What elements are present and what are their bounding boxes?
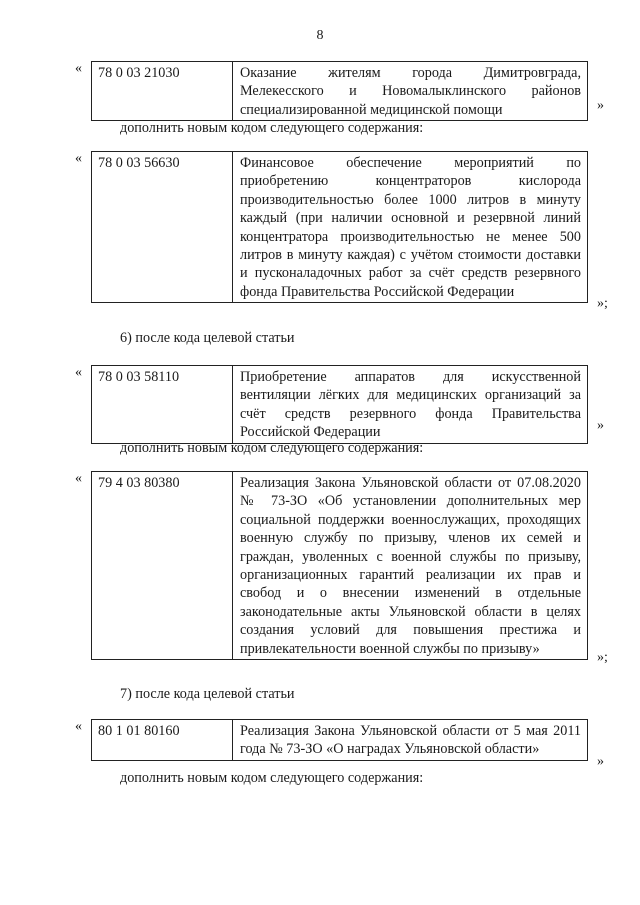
opening-quote: « <box>75 719 82 734</box>
table-row <box>92 366 588 444</box>
code-entry-block <box>0 716 640 776</box>
target-article-code: 79 4 03 80380 <box>92 472 233 660</box>
closing-quote: » <box>597 418 604 433</box>
code-table <box>91 151 588 303</box>
code-table <box>91 61 588 121</box>
code-entry-block <box>0 148 640 320</box>
instruction-paragraph: 7) после кода целевой статьи <box>120 686 295 702</box>
target-article-description: Реализация Закона Ульяновской области от 07.08.2020 № 73-ЗО «Об установлении дополнительных мер социальной поддержки военнослужащих, проходящих военную службу по призыву, членов их семей и граждан, уволенных с военной службы по призыву, организационных гарантий реализации их прав и свобод и о внесении изменений в отдельные законодательные акты Ульяновской области в целях создания условий для повышения престижа и привлекательности военной службы по призыву» <box>233 472 588 660</box>
target-article-code: 78 0 03 58110 <box>92 366 233 444</box>
target-article-code: 80 1 01 80160 <box>92 720 233 761</box>
code-table <box>91 471 588 660</box>
code-entry-block <box>0 362 640 442</box>
instruction-paragraph: 6) после кода целевой статьи <box>120 330 295 346</box>
target-article-description: Оказание жителям города Димитровграда, Мелекесского и Новомалыклинского районов специализированной медицинской помощи <box>233 62 588 121</box>
target-article-description: Реализация Закона Ульяновской области от 5 мая 2011 года № 73-ЗО «О наградах Ульяновской области» <box>233 720 588 761</box>
table-row <box>92 472 588 660</box>
opening-quote: « <box>75 365 82 380</box>
target-article-code: 78 0 03 21030 <box>92 62 233 121</box>
code-table <box>91 719 588 761</box>
instruction-paragraph: дополнить новым кодом следующего содержания: <box>120 440 424 456</box>
closing-quote: » <box>597 98 604 113</box>
table-row <box>92 720 588 761</box>
closing-quote: »; <box>597 650 608 665</box>
opening-quote: « <box>75 471 82 486</box>
code-table <box>91 365 588 444</box>
instruction-paragraph: дополнить новым кодом следующего содержания: <box>120 120 424 136</box>
closing-quote: »; <box>597 296 608 311</box>
closing-quote: » <box>597 754 604 769</box>
opening-quote: « <box>75 61 82 76</box>
code-entry-block <box>0 58 640 124</box>
table-row <box>92 152 588 303</box>
target-article-description: Финансовое обеспечение мероприятий по приобретению концентраторов кислорода производительностью более 1000 литров в минуту каждый (при наличии основной и резервной линий концентратора производительностью не менее 500 литров в минуту каждая) с учётом стоимости доставки и пусконаладочных работ за счёт средств резервного фонда Правительства Российской Федерации <box>233 152 588 303</box>
instruction-paragraph: дополнить новым кодом следующего содержания: <box>120 770 424 786</box>
target-article-code: 78 0 03 56630 <box>92 152 233 303</box>
table-row <box>92 62 588 121</box>
target-article-description: Приобретение аппаратов для искусственной вентиляции лёгких для медицинских организаций за счёт средств резервного фонда Правительства Российской Федерации <box>233 366 588 444</box>
page-number: 8 <box>316 28 324 43</box>
opening-quote: « <box>75 151 82 166</box>
code-entry-block <box>0 468 640 668</box>
